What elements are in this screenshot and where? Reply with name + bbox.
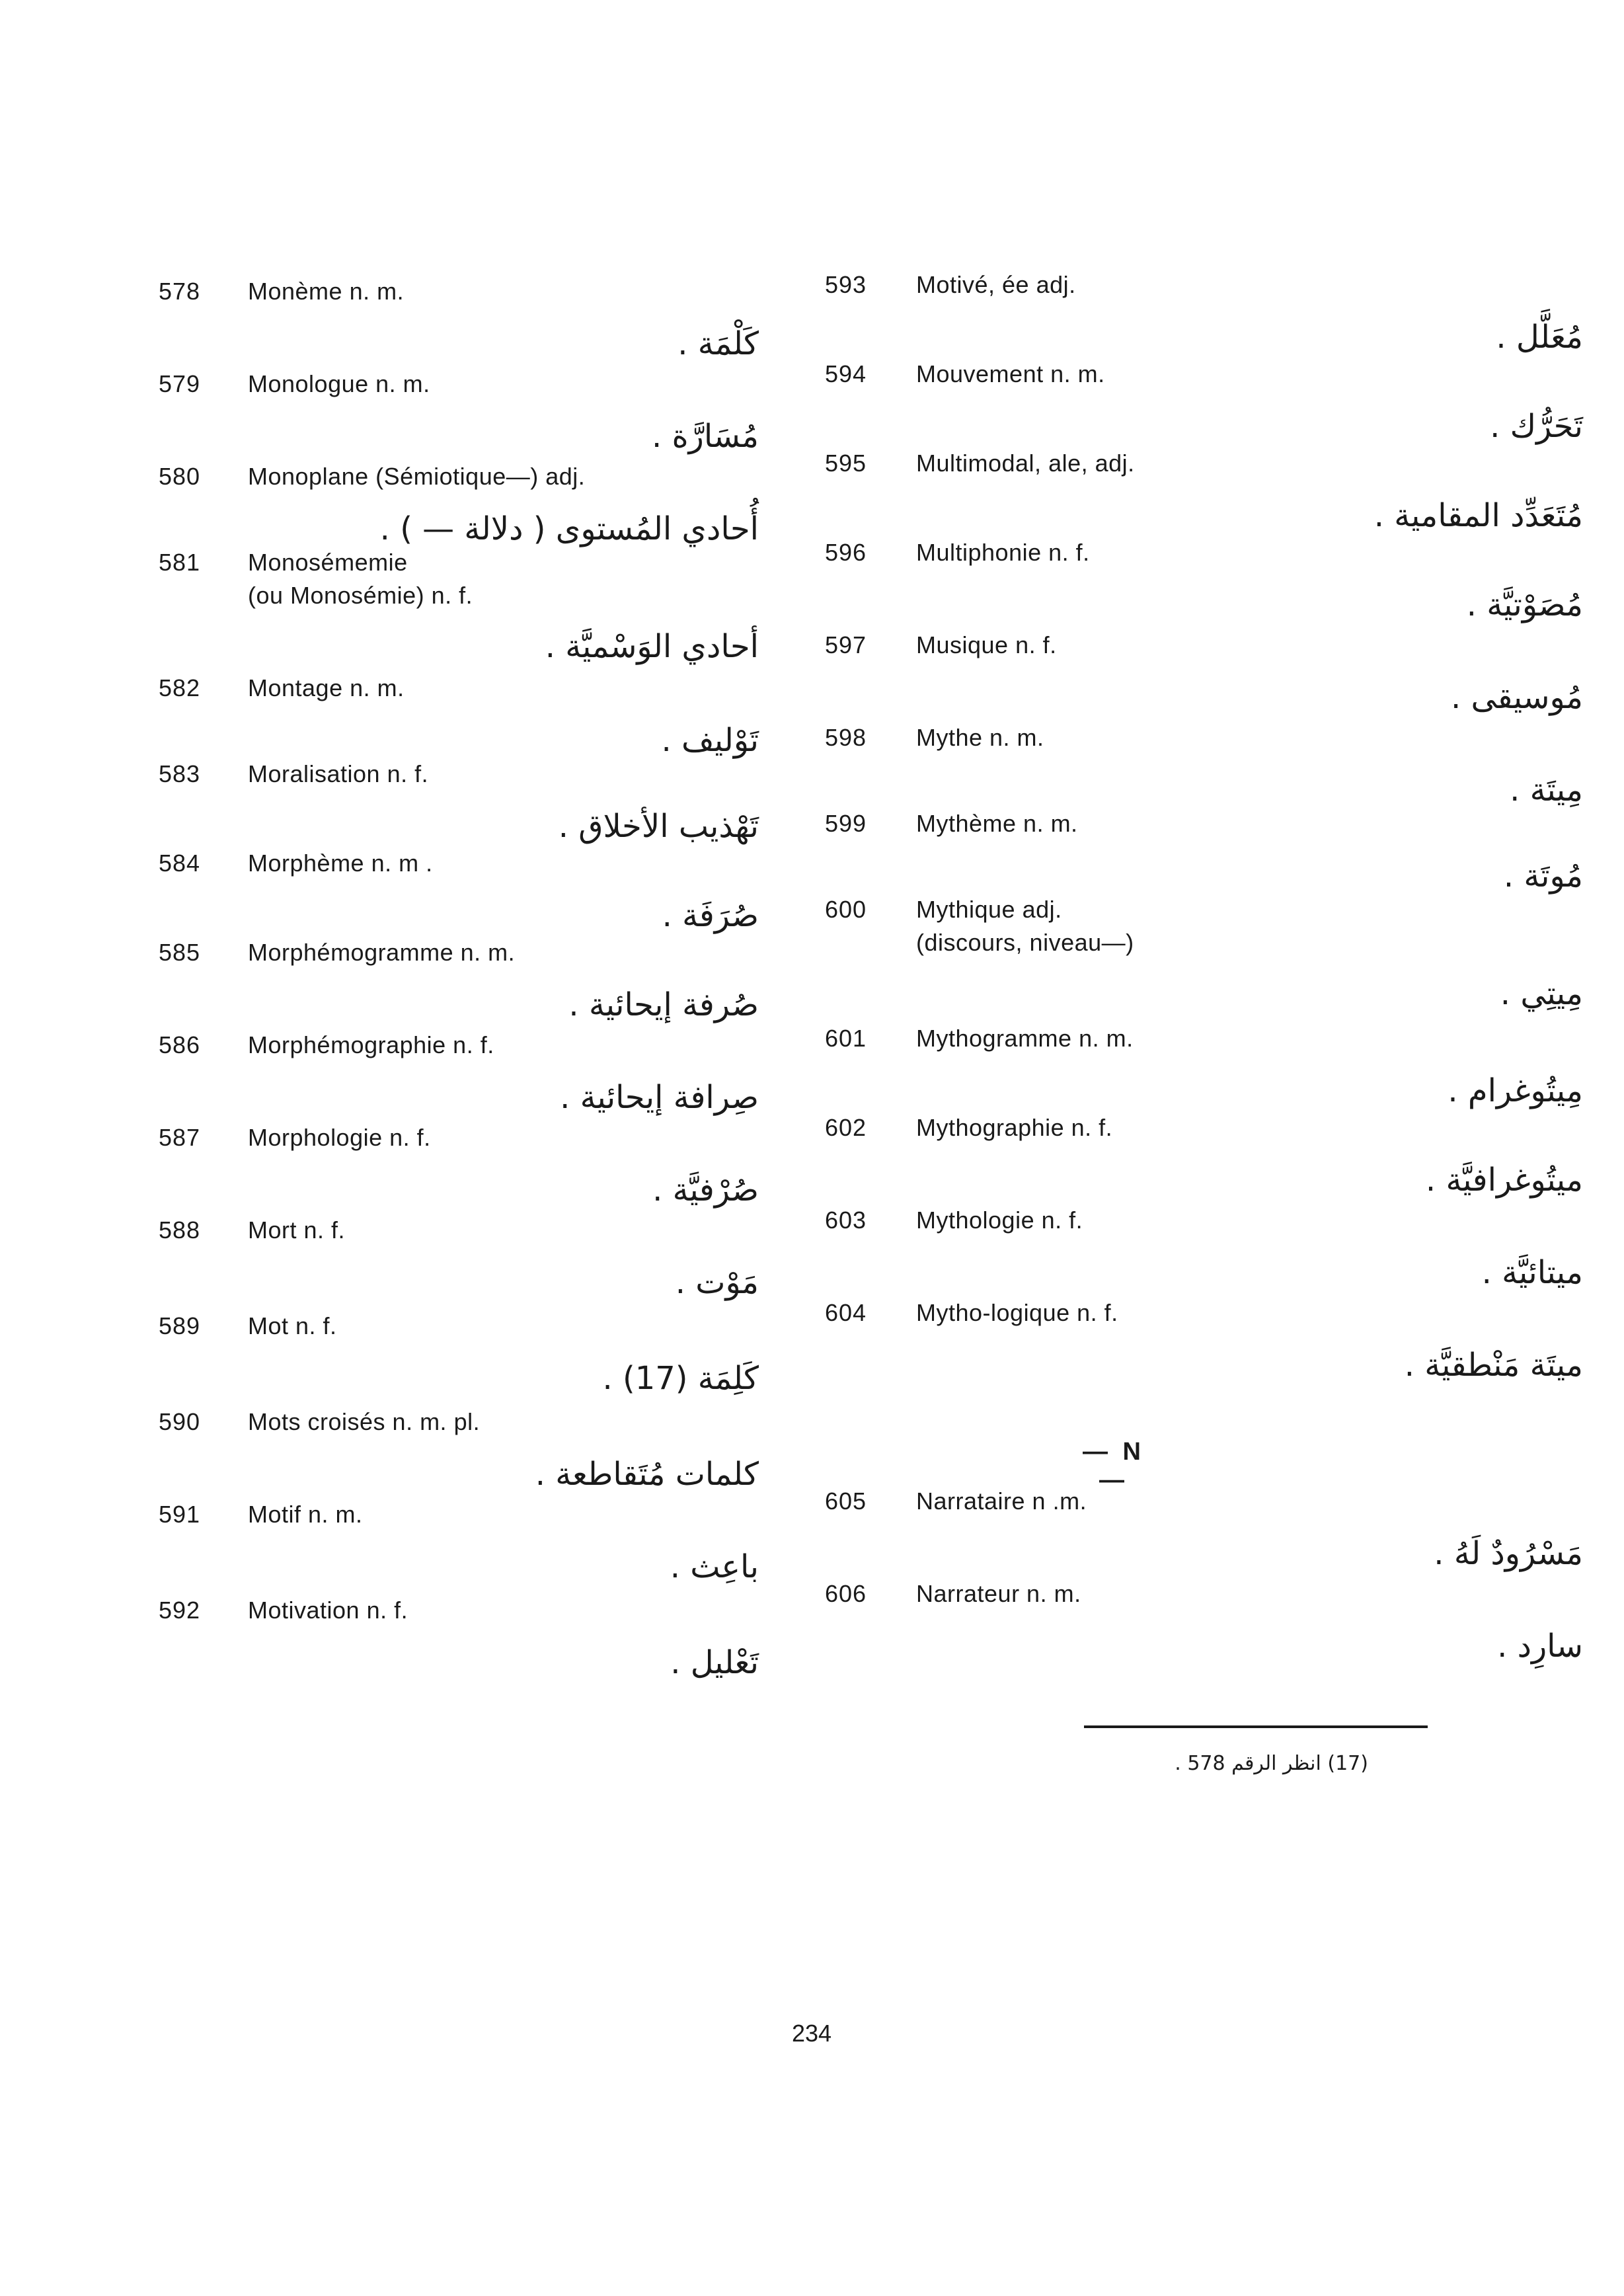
- entry-number: 604: [825, 1299, 867, 1326]
- entry-number: 602: [825, 1114, 867, 1141]
- entry-term: Mythologie n. f.: [916, 1207, 1083, 1234]
- entry-arabic-translation: مَسْرُودٌ لَهُ .: [1434, 1535, 1583, 1572]
- entry-arabic-translation: تَوْليف .: [661, 722, 759, 759]
- entry-number: 591: [159, 1501, 201, 1528]
- entry-term: Multimodal, ale, adj.: [916, 450, 1135, 477]
- entry-term: Mouvement n. m.: [916, 360, 1105, 387]
- dictionary-entry: [812, 539, 1624, 631]
- entry-number: 596: [825, 539, 867, 566]
- dictionary-entry: [0, 549, 812, 665]
- dictionary-entry: [0, 1408, 812, 1501]
- entry-number: 600: [825, 896, 867, 923]
- entry-arabic-translation: أحادي الوَسْميَّة .: [545, 628, 759, 665]
- entry-term: Montage n. m.: [248, 674, 405, 701]
- dictionary-entry: [812, 1025, 1624, 1117]
- entry-arabic-translation: مُسَارَّة .: [652, 418, 759, 455]
- entry-arabic-translation: كَلِمَة (17) .: [602, 1360, 759, 1397]
- entry-arabic-translation: مَوْت .: [675, 1264, 759, 1301]
- entry-term: Mots croisés n. m. pl.: [248, 1408, 481, 1435]
- dictionary-entry: [812, 724, 1624, 816]
- entry-arabic-translation: مُوتَة .: [1503, 857, 1583, 894]
- dictionary-entry: [0, 850, 812, 942]
- entry-arabic-translation: مِيتَة .: [1510, 772, 1583, 809]
- dictionary-entry: [0, 674, 812, 767]
- dictionary-entry: [812, 1207, 1624, 1299]
- entry-term: Moralisation n. f.: [248, 760, 429, 787]
- entry-arabic-translation: تَحَرُّك .: [1490, 408, 1583, 445]
- entry-term: Mort n. f.: [248, 1216, 346, 1244]
- right-column: [812, 0, 1624, 2296]
- dictionary-entry: [812, 810, 1624, 902]
- dictionary-entry: [812, 271, 1624, 364]
- dictionary-entry: [0, 1216, 812, 1309]
- entry-arabic-translation: باعِث .: [670, 1548, 759, 1585]
- entry-number: 603: [825, 1207, 867, 1234]
- entry-number: 586: [159, 1031, 201, 1058]
- dictionary-entry: [0, 760, 812, 853]
- entry-arabic-translation: صُرَفَة .: [662, 897, 759, 934]
- dictionary-entry: [812, 631, 1624, 724]
- entry-number: 582: [159, 674, 201, 701]
- entry-term: Monologue n. m.: [248, 370, 430, 397]
- entry-arabic-translation: صُرفة إيحائية .: [568, 986, 759, 1023]
- entry-number: 605: [825, 1487, 867, 1515]
- entry-number: 592: [159, 1597, 201, 1624]
- entry-term: Mytho-logique n. f.: [916, 1299, 1118, 1326]
- entry-term: Morphémogramme n. m.: [248, 939, 516, 966]
- entry-term: Morphème n. m .: [248, 850, 433, 877]
- entry-number: 588: [159, 1216, 201, 1244]
- dictionary-entry: [812, 1299, 1624, 1392]
- entry-arabic-translation: مُصَوْتيَّة .: [1466, 586, 1583, 623]
- dictionary-entry: [812, 360, 1624, 453]
- entry-arabic-translation: كَلْمَة .: [677, 325, 759, 362]
- entry-number: 584: [159, 850, 201, 877]
- entry-term: Motif n. m.: [248, 1501, 363, 1528]
- entry-number: 594: [825, 360, 867, 387]
- entry-arabic-translation: تَهْذيب الأخلاق .: [558, 808, 759, 845]
- entry-arabic-translation: مِيتُوغرام .: [1448, 1072, 1583, 1109]
- entry-arabic-translation: مُوسيقى .: [1450, 679, 1583, 716]
- entry-number: 589: [159, 1312, 201, 1339]
- entry-arabic-translation: سارِد .: [1497, 1628, 1583, 1665]
- entry-term: Mythographie n. f.: [916, 1114, 1113, 1141]
- dictionary-entry: [812, 1487, 1624, 1580]
- entry-term: Narrateur n. m.: [916, 1580, 1081, 1607]
- entry-term: Motivation n. f.: [248, 1597, 408, 1624]
- entry-term: Mythème n. m.: [916, 810, 1078, 837]
- entry-number: 590: [159, 1408, 201, 1435]
- entry-number: 583: [159, 760, 201, 787]
- entry-term-continuation: (discours, niveau—): [916, 929, 1134, 956]
- entry-number: 598: [825, 724, 867, 751]
- entry-arabic-translation: مُتَعَدِّد المقامية .: [1373, 497, 1583, 534]
- entry-arabic-translation: تَعْليل .: [670, 1644, 759, 1681]
- section-letter-heading: — N —: [1083, 1438, 1145, 1494]
- entry-term: Narrataire n .m.: [916, 1487, 1087, 1515]
- entry-arabic-translation: كلمات مُتَقاطعة .: [535, 1456, 759, 1493]
- entry-number: 585: [159, 939, 201, 966]
- entry-arabic-translation: أُحادي المُستوى ( دلالة — ) .: [379, 510, 759, 547]
- entry-number: 606: [825, 1580, 867, 1607]
- dictionary-entry: [0, 1124, 812, 1216]
- entry-number: 579: [159, 370, 201, 397]
- entry-term: Monoplane (Sémiotique—) adj.: [248, 463, 586, 490]
- entry-arabic-translation: صُرْفيَّة .: [652, 1171, 759, 1208]
- entry-term: Monosémemie: [248, 549, 408, 576]
- entry-term: Monème n. m.: [248, 278, 405, 305]
- dictionary-entry: [0, 463, 812, 555]
- entry-number: 597: [825, 631, 867, 658]
- dictionary-entry: [0, 1501, 812, 1593]
- entry-arabic-translation: صِرافة إيحائية .: [560, 1079, 759, 1116]
- entry-arabic-translation: مُعَلَّل .: [1496, 319, 1583, 356]
- entry-term: Motivé, ée adj.: [916, 271, 1076, 298]
- entry-term: Morphémographie n. f.: [248, 1031, 494, 1058]
- entry-term-continuation: (ou Monosémie) n. f.: [248, 582, 473, 609]
- page-number: 234: [791, 2020, 832, 2047]
- entry-term: Mythogramme n. m.: [916, 1025, 1134, 1052]
- entry-arabic-translation: ميتائيَّة .: [1481, 1254, 1583, 1291]
- entry-arabic-translation: ميتُوغرافيَّة .: [1425, 1162, 1583, 1199]
- dictionary-entry: [0, 278, 812, 370]
- entry-term: Morphologie n. f.: [248, 1124, 431, 1151]
- entry-arabic-translation: مِيتِي .: [1500, 975, 1583, 1012]
- entry-number: 593: [825, 271, 867, 298]
- entry-number: 578: [159, 278, 201, 305]
- dictionary-entry: [0, 939, 812, 1031]
- entry-number: 580: [159, 463, 201, 490]
- dictionary-entry: [812, 1114, 1624, 1207]
- dictionary-entry: [0, 370, 812, 463]
- dictionary-entry: [0, 1312, 812, 1405]
- entry-number: 601: [825, 1025, 867, 1052]
- entry-term: Multiphonie n. f.: [916, 539, 1090, 566]
- entry-number: 587: [159, 1124, 201, 1151]
- dictionary-entry: [812, 896, 1624, 1012]
- entry-number: 599: [825, 810, 867, 837]
- entry-number: 595: [825, 450, 867, 477]
- entry-number: 581: [159, 549, 201, 576]
- entry-term: Musique n. f.: [916, 631, 1057, 658]
- entry-term: Mythique adj.: [916, 896, 1062, 923]
- dictionary-entry: [0, 1031, 812, 1124]
- dictionary-entry: [0, 1597, 812, 1689]
- entry-term: Mythe n. m.: [916, 724, 1044, 751]
- footnote: (17) انظر الرقم 578 .: [1175, 1752, 1368, 1775]
- entry-term: Mot n. f.: [248, 1312, 337, 1339]
- entry-arabic-translation: ميتَة مَنْطقيَّة .: [1404, 1347, 1583, 1384]
- footnote-divider: [1084, 1725, 1428, 1728]
- dictionary-entry: [812, 1580, 1624, 1673]
- dictionary-entry: [812, 450, 1624, 542]
